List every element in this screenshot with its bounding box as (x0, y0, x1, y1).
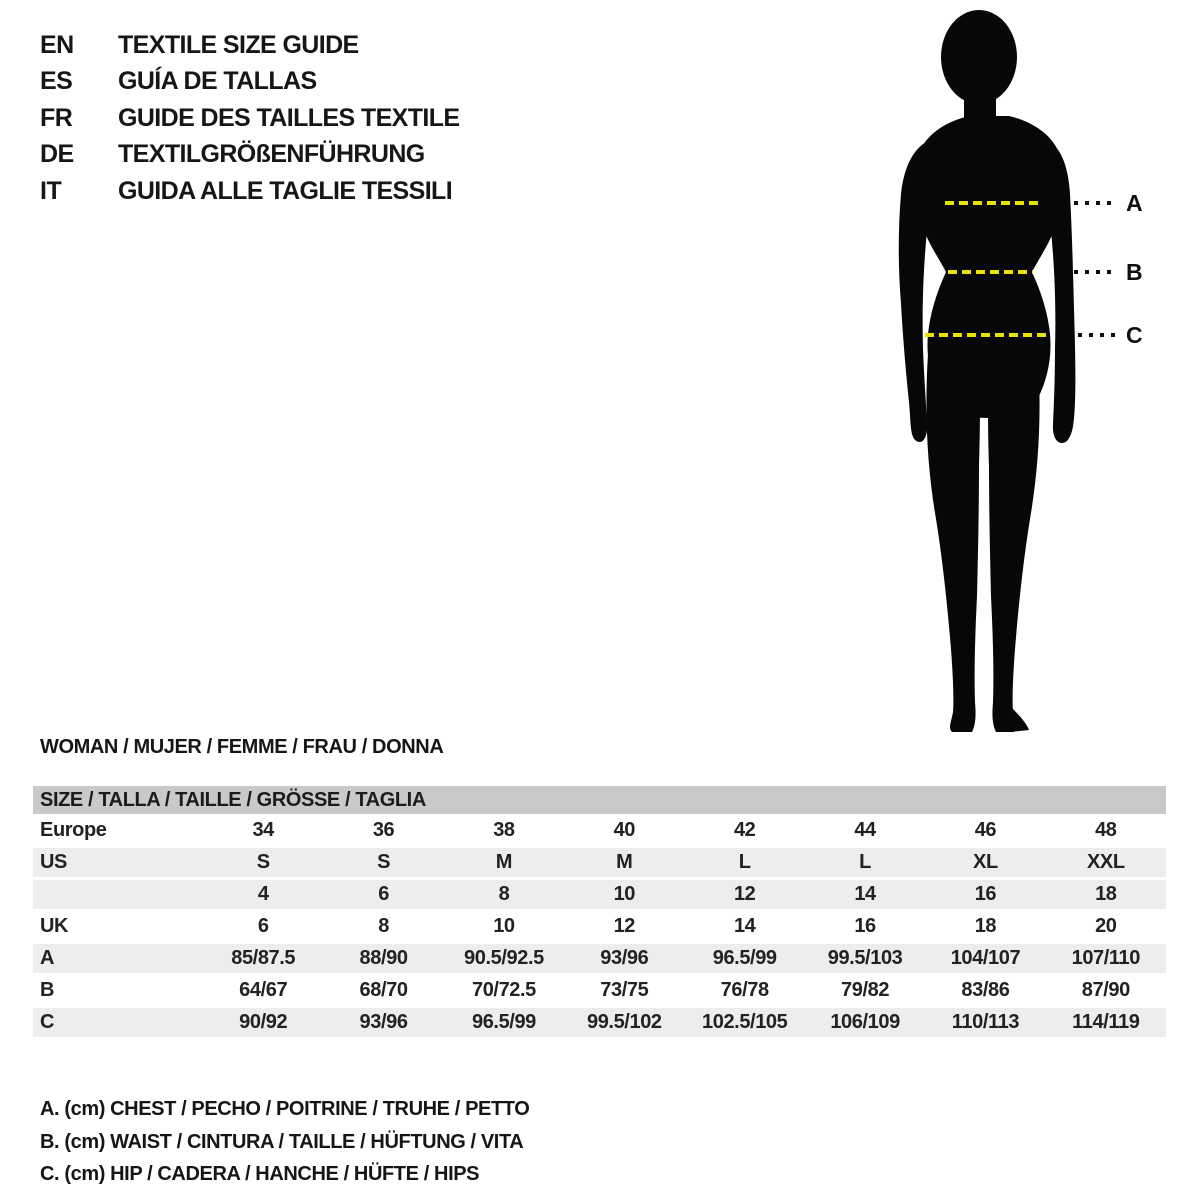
table-cell: 93/96 (359, 1011, 408, 1033)
table-cell: 79/82 (841, 979, 890, 1001)
table-row-waist-b (33, 976, 1166, 1005)
table-cell: 44 (854, 819, 876, 841)
table-cell: 87/90 (1081, 979, 1130, 1001)
lang-code: IT (40, 176, 62, 205)
table-cell: 90/92 (239, 1011, 288, 1033)
table-cell: 18 (974, 915, 997, 937)
table-cell: L (859, 851, 871, 873)
table-cell: 20 (1095, 915, 1117, 937)
table-cell: 93/96 (600, 947, 649, 969)
row-label: A (40, 947, 55, 969)
table-cell: 85/87.5 (231, 947, 296, 969)
table-cell: 16 (974, 883, 997, 905)
table-cell: 107/110 (1071, 947, 1141, 969)
table-cell: 6 (257, 915, 269, 937)
measurement-legend (40, 1093, 529, 1191)
lang-title: GUIDA ALLE TAGLIE TESSILI (118, 176, 453, 205)
table-row-chest-a (33, 944, 1166, 973)
table-cell: 96.5/99 (471, 1011, 536, 1033)
table-cell: 104/107 (950, 947, 1021, 969)
lang-code: ES (40, 67, 73, 96)
lang-code: FR (40, 103, 73, 132)
table-cell: M (495, 851, 513, 873)
lang-row-es (40, 64, 460, 101)
table-cell: 8 (498, 883, 510, 905)
lang-title: GUIDE DES TAILLES TEXTILE (118, 103, 460, 132)
row-label: C (40, 1011, 55, 1033)
lang-code: DE (40, 140, 74, 169)
table-cell: 36 (372, 819, 395, 841)
table-cell: 48 (1095, 819, 1117, 841)
table-cell: 99.5/103 (827, 947, 903, 969)
lang-title: TEXTILE SIZE GUIDE (118, 30, 359, 59)
table-cell: 38 (493, 819, 515, 841)
table-cell: 10 (493, 915, 515, 937)
table-cell: XXL (1086, 851, 1125, 873)
row-label: US (40, 851, 67, 873)
table-cell: 73/75 (600, 979, 649, 1001)
table-cell: 102.5/105 (702, 1011, 788, 1033)
legend-chest: A. (cm) CHEST / PECHO / POITRINE / TRUHE / PETTO (40, 1098, 530, 1120)
table-cell: 110/113 (951, 1011, 1020, 1033)
table-cell: 99.5/102 (586, 1011, 662, 1033)
table-cell: 46 (974, 819, 997, 841)
table-cell: 34 (252, 819, 274, 841)
table-cell: 12 (613, 915, 636, 937)
size-table (33, 786, 1166, 1040)
table-cell: 6 (378, 883, 389, 905)
table-cell: 10 (613, 883, 636, 905)
table-row-uk (33, 912, 1166, 941)
table-cell: 14 (733, 915, 756, 937)
measure-label-a: A (1126, 190, 1143, 216)
table-cell: 70/72.5 (471, 979, 536, 1001)
row-label: B (40, 979, 55, 1001)
table-cell: 114/119 (1072, 1011, 1140, 1033)
lang-row-en (40, 27, 460, 64)
table-cell: 8 (378, 915, 389, 937)
table-cell: 76/78 (720, 979, 769, 1001)
table-cell: 14 (854, 883, 876, 905)
section-title: WOMAN / MUJER / FEMME / FRAU / DONNA (40, 736, 444, 758)
table-cell: 106/109 (830, 1011, 900, 1033)
lang-row-it (40, 173, 460, 210)
table-cell: 68/70 (359, 979, 408, 1001)
table-cell: 40 (613, 819, 636, 841)
lang-row-fr (40, 100, 460, 137)
table-row-us (33, 848, 1166, 877)
lang-title: TEXTILGRÖßENFÜHRUNG (118, 140, 425, 169)
table-cell: 12 (733, 883, 756, 905)
measure-label-c: C (1126, 322, 1143, 348)
legend-waist: B. (cm) WAIST / CINTURA / TAILLE / HÜFTUNG / VITA (40, 1130, 524, 1153)
lang-row-de (40, 137, 460, 174)
table-row-us-numeric (33, 880, 1166, 909)
table-cell: 90.5/92.5 (464, 947, 544, 969)
table-row-hip-c (33, 1008, 1166, 1037)
table-cell: M (616, 851, 633, 873)
table-cell: 18 (1095, 883, 1117, 905)
table-header: SIZE / TALLA / TAILLE / GRÖSSE / TAGLIA (33, 786, 1166, 814)
woman-silhouette-icon (862, 4, 1162, 736)
lang-title: GUÍA DE TALLAS (118, 67, 317, 96)
language-title-block (40, 27, 460, 210)
table-cell: S (377, 851, 391, 873)
measure-label-b: B (1126, 259, 1143, 285)
lang-code: EN (40, 30, 74, 59)
table-cell: XL (973, 851, 998, 873)
row-label: UK (40, 915, 69, 937)
table-cell: 42 (733, 819, 756, 841)
measurement-figure (862, 4, 1162, 736)
table-cell: 4 (257, 883, 269, 905)
table-row-europe (33, 816, 1166, 845)
table-cell: 64/67 (239, 979, 288, 1001)
table-cell: 83/86 (961, 979, 1010, 1001)
table-cell: 16 (854, 915, 876, 937)
row-label: Europe (40, 819, 107, 841)
table-cell: S (256, 851, 270, 873)
legend-hip: C. (cm) HIP / CADERA / HANCHE / HÜFTE / HIPS (40, 1163, 480, 1185)
table-cell: 88/90 (359, 947, 408, 969)
table-cell: L (738, 851, 751, 873)
table-cell: 96.5/99 (712, 947, 777, 969)
